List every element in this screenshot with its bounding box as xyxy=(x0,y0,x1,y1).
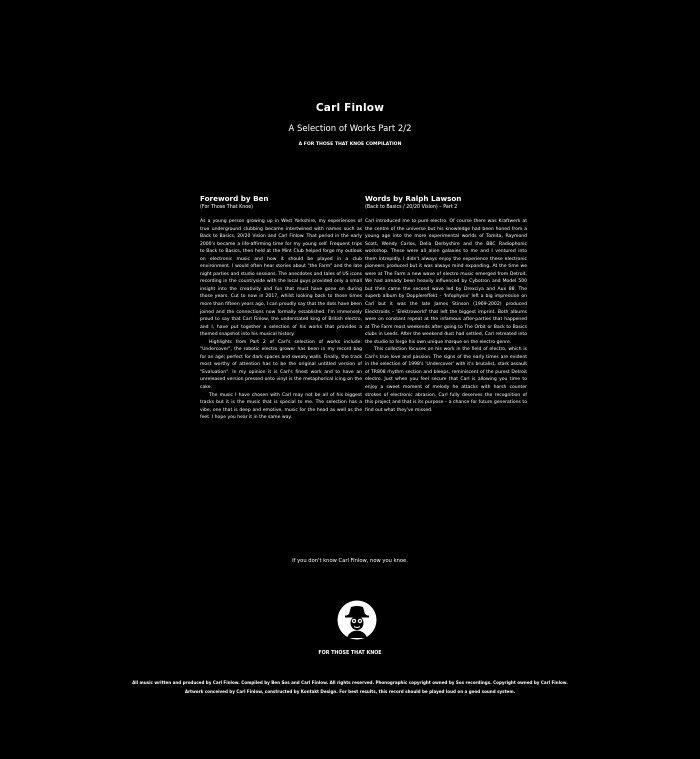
album-subtitle: A Selection of Works Part 2/2 xyxy=(288,124,412,134)
credits xyxy=(0,678,700,696)
for-those-that-knoe-logo-icon xyxy=(337,600,377,640)
compilation-label: A FOR THOSE THAT KNOE COMPILATION xyxy=(298,142,402,147)
words-column xyxy=(365,194,527,414)
tagline: If you don't know Carl Finlow, now you knoe. xyxy=(292,558,408,564)
foreword-column xyxy=(200,194,362,422)
foreword-paragraph: The music I have chosen with Carl may not be all of his biggest tracks but it is the music that is special to me. The selection has a vibe, one that is deep and emotive, music for the head as well as the feet. I hope you hear it in the same way. xyxy=(200,392,362,421)
words-paragraph: This collection focuses on his work in the field of electro, which is Carl's true love and passion. The signs of the early times are evident in the selection of 1998's 'Undercover' with it's brutalist, stark assault of TR808 rhythm section and bleeps, reminiscent of the purest Detroit electro. Just when you feel secure that Carl is allowing you time to enjoy a sweet moment of melody he attacks with harsh counter strokes of electronic abrasion. Carl fully deserves the recognition of this project and that is its purpose – a chance for future generations to find out what they've missed. xyxy=(365,347,527,413)
foreword-subheading: (For Those That Knoe) xyxy=(200,205,254,210)
foreword-paragraph: Highlights from Part 2 of Carl's selection of works include: "Undercover", the robotic electro grower has been in my record bag for an age; perfect for dark spaces and sweaty walls. Finally, the track most worthy of attention has to be the original untitled version of "Evaluation". In my opinion it is Carl's finest work and to have an unreleased version pressed onto vinyl is the metaphorical icing on the cake. xyxy=(200,339,362,391)
credits-line: All music written and produced by Carl Finlow. Compiled by Ben Sos and Carl Finlow. All rights reserved. Phonographic copyright owned by Sos recordings. Copyright owned by Carl Finlow. xyxy=(132,680,568,685)
logo-caption: FOR THOSE THAT KNOE xyxy=(318,651,382,656)
artist-title: Carl Finlow xyxy=(315,102,385,114)
foreword-paragraph: As a young person growing up in West Yorkshire, my experiences of true underground clubbing became intertwined with names such as Back to Basics, 20/20 Vision and Carl Finlow. That period in the early 2000's became a life-affirming time for my young self. Frequent trips to Back to Basics, then held at the Mint Club helped forge my outlook on electronic music and how it should be played in a club environment. I would often hear stories about "the Farm" and the late night parties and studio sessions. The anecdotes and tales of US icons recording in the countryside with the local guys provided only a small insight into the creativity and fun that must have gone on during those years. Cut to now in 2017, whilst looking back to those times more than fifteen years ago, I can proudly say that the dots have been joined and the connections now formally established. I'm immensely proud to say that Carl Finlow, the understated king of British electro, and I, have put together a selection of his works that provides a themed snapshot into his musical history. xyxy=(200,219,362,338)
words-heading: Words by Ralph Lawson xyxy=(365,194,462,203)
credits-line: Artwork conceived by Carl Finlow, constructed by Kontakt Design. For best results, this record should be played loud on a good sound system. xyxy=(184,689,516,694)
words-subheading: (Back to Basics / 20/20 Vision) – Part 2 xyxy=(365,205,458,210)
words-paragraph: Carl introduced me to pure electro. Of course there was Kraftwerk at the centre of the universe but his knowledge had been honed from a young age into the more experimental worlds of Tomita, Raymond Scott, Wendy Carlos, Delia Derbyshire and the BBC Radiophonic workshop. These were all alien galaxies to me and I ventured into them intrepidly. I didn't always enjoy the experience these electronic pioneers produced but it was always mind expanding. At the time we were at The Farm a new wave of electro music emerged from Detroit. We had already been heavily influenced by Cybotron and Model 500 but then came the second wave led by Drexciya and Aux 88. The superb album by Dopplereffekt – 'Infophysix' left a big impression on Carl but it was the late James Stinson (1969-2002) produced Elecktroids – 'Elektroworld' that left the biggest imprint. Both albums were on constant repeat at the infamous after-parties that happened at The Farm most weekends after going to The Orbit or Back to Basics clubs in Leeds. After the weekend dust had settled, Carl retreated into the studio to forge his own unique marque on the electro genre. xyxy=(365,219,527,345)
foreword-heading: Foreword by Ben xyxy=(200,194,269,203)
